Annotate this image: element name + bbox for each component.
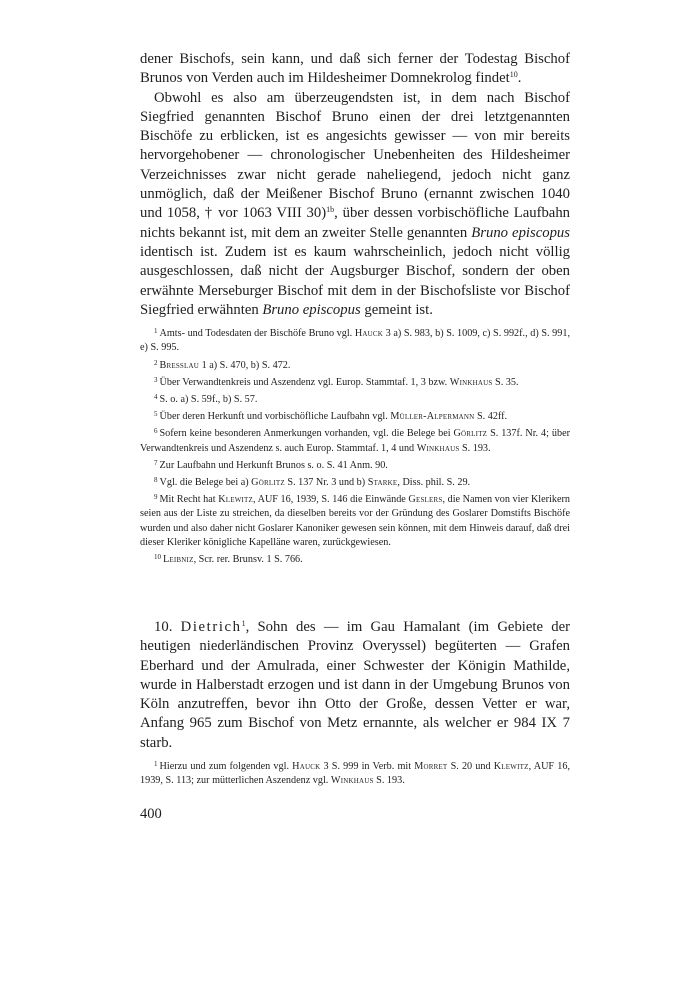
paragraph-text: gemeint ist. bbox=[360, 301, 433, 318]
footnote-number: 9 bbox=[154, 493, 158, 502]
footnote-text: S. 193. bbox=[373, 775, 405, 787]
footnote-text: 1 a) S. 470, b) S. 472. bbox=[199, 359, 291, 371]
section-paragraph bbox=[140, 618, 570, 753]
author-name: Klewitz bbox=[218, 494, 254, 506]
footnote-5 bbox=[140, 410, 570, 424]
footnote-6 bbox=[140, 427, 570, 455]
footnote-text: S. 137f. Nr. 4; über Verwandtenkreis und Aszendenz s. auch Europ. Stammtaf. 1, 4 und bbox=[140, 428, 570, 454]
footnote-text: Sofern keine besonderen Anmerkungen vorhanden, vgl. die Belege bei bbox=[159, 428, 454, 440]
footnote-text: , die Namen von vier Klerikern seien aus der Liste zu streichen, da dieselben bereits vor der Gründung des Goslarer Domstifts Bischöfe wurden und also daher nicht Goslarer Kanoniker gewesen sein können, mit dem Hinweis darauf, daß drei dieser Kleriker königliche Kapelläne waren, zurückgewiesen. bbox=[140, 494, 570, 548]
author-name: Klewitz bbox=[493, 761, 529, 773]
footnote-text: Vgl. die Belege bei a) bbox=[159, 476, 252, 488]
footnote-text: 3 S. 999 in Verb. mit bbox=[320, 761, 415, 773]
footnote-number: 4 bbox=[154, 392, 158, 401]
section-name: Dietrich bbox=[180, 619, 242, 635]
footnote-text: , AUF 16, 1939, S. 113; zur mütterlichen Aszendenz vgl. bbox=[140, 761, 570, 787]
latin-term: Bruno episcopus bbox=[262, 301, 361, 318]
author-name: Müller-Alpermann bbox=[390, 411, 475, 423]
footnote-number: 2 bbox=[154, 358, 158, 367]
author-name: Görlitz bbox=[251, 476, 285, 488]
footnote-9 bbox=[140, 493, 570, 550]
footnote-text: 3 a) S. 983, b) S. 1009, c) S. 992f., d) S. 991, e) S. 995. bbox=[140, 328, 570, 354]
paragraph-text: identisch ist. Zudem ist es kaum wahrscheinlich, jedoch nicht völlig ausgeschlossen, daß nicht der Augsburger Bischof, sondern der oben erwähnte Merseburger Bischof mit dem in der Bischofsliste vor Bischof Siegfried erwähnten bbox=[140, 243, 570, 318]
author-name: Hauck bbox=[292, 761, 321, 773]
author-name: Morret bbox=[414, 761, 448, 773]
paragraph-text: , über dessen vorbischöfliche Laufbahn nichts bekannt ist, mit dem an zweiter Stelle genannten bbox=[140, 205, 571, 241]
footnote-ref[interactable]: 10 bbox=[509, 70, 518, 80]
paragraph-1 bbox=[140, 50, 570, 89]
footnote-number: 8 bbox=[154, 475, 158, 484]
page-number: 400 bbox=[140, 806, 162, 822]
author-name: Winkhaus bbox=[449, 376, 493, 388]
footnote-10 bbox=[140, 553, 570, 567]
footnote-text: Amts- und Todesdaten der Bischöfe Bruno vgl. bbox=[159, 328, 355, 340]
footnote-ref[interactable]: 1b bbox=[326, 205, 335, 215]
section-dietrich bbox=[140, 618, 570, 791]
footnote-text: , AUF 16, 1939, S. 146 die Einwände bbox=[253, 494, 409, 506]
section-footnotes bbox=[140, 760, 570, 788]
footnote-number: 5 bbox=[154, 410, 158, 419]
footnote-text: Über deren Herkunft und vorbischöfliche Laufbahn vgl. bbox=[159, 411, 391, 423]
latin-term: Bruno episcopus bbox=[471, 224, 570, 241]
footnote-number: 6 bbox=[154, 427, 158, 436]
author-name: Starke bbox=[367, 476, 398, 488]
paragraph-text: dener Bischofs, sein kann, und daß sich ferner der Todestag Bischof Brunos von Verden auch im Hildesheimer Domnekrolog findet bbox=[140, 51, 570, 87]
footnote-text: S. 35. bbox=[492, 376, 519, 388]
paragraph-text: , Sohn des — im Gau Hamalant (im Gebiete der heutigen niederländischen Provinz Overyssel) begüterten — Grafen Eberhard und der Amulrada, einer Schwester der Königin Mathilde, wurde in Halberstadt erzogen und ist dann in der Umgebung Brunos von Köln anzutreffen, bevor ihn Otto der Große, dessen Vetter er war, Anfang 965 zum Bischof von Metz ernannte, als welcher er 984 IX 7 starb. bbox=[140, 619, 571, 751]
author-name: Leibniz bbox=[163, 554, 194, 565]
paragraph-text: Obwohl es also am überzeugendsten ist, in dem nach Bischof Siegfried genannten Bischof Bruno einen der drei letztgenannten Bischöfe zu erblicken, ist es angesichts gewisser — von mir bereits hervorgehobener — chronologischer Unebenheiten des Hildesheimer Verzeichnisses zwar nicht gerade naheliegend, jedoch nicht ganz unmöglich, daß der Meißener Bischof Bruno (ernannt zwischen 1040 und 1058, † vor 1063 VIII 30) bbox=[140, 89, 570, 222]
footnote-text: S. 137 Nr. 3 und b) bbox=[284, 476, 368, 488]
footnotes bbox=[140, 327, 570, 567]
paragraph-text: . bbox=[517, 70, 522, 87]
footnote-2 bbox=[140, 359, 570, 373]
footnote-3 bbox=[140, 376, 570, 390]
footnote-text: S. 20 und bbox=[447, 761, 494, 773]
footnote-ref[interactable]: 1 bbox=[241, 619, 246, 628]
footnote-text: S. 42ff. bbox=[474, 411, 508, 423]
footnote-number: 7 bbox=[154, 458, 158, 467]
footnote-text: , Scr. rer. Brunsv. 1 S. 766. bbox=[193, 554, 303, 565]
author-name: Hauck bbox=[354, 328, 384, 340]
paragraph-2 bbox=[140, 89, 570, 321]
footnote-text: Hierzu und zum folgenden vgl. bbox=[159, 761, 293, 773]
author-name: Winkhaus bbox=[330, 775, 374, 787]
author-name: Bresslau bbox=[159, 359, 200, 371]
footnote-text: Über Verwandtenkreis und Aszendenz vgl. Europ. Stammtaf. 1, 3 bzw. bbox=[159, 376, 450, 388]
author-name: Görlitz bbox=[453, 428, 488, 440]
footnote-number: 1 bbox=[154, 760, 158, 769]
footnote-number: 10 bbox=[154, 553, 161, 561]
author-name: Geslers bbox=[408, 494, 443, 506]
footnote-7 bbox=[140, 459, 570, 473]
section-number: 10. bbox=[154, 619, 173, 635]
footnote-number: 1 bbox=[154, 327, 158, 336]
author-name: Winkhaus bbox=[416, 442, 460, 454]
section-footnote-1 bbox=[140, 760, 570, 788]
footnote-text: S. o. a) S. 59f., b) S. 57. bbox=[159, 393, 258, 405]
footnote-text: S. 193. bbox=[459, 442, 491, 454]
footnote-text: Zur Laufbahn und Herkunft Brunos s. o. S. 41 Anm. 90. bbox=[159, 459, 388, 471]
footnote-text: , Diss. phil. S. 29. bbox=[397, 476, 471, 488]
footnote-4 bbox=[140, 393, 570, 407]
page-body bbox=[140, 50, 570, 570]
footnote-8 bbox=[140, 476, 570, 490]
footnote-1 bbox=[140, 327, 570, 355]
footnote-number: 3 bbox=[154, 375, 158, 384]
footnote-text: Mit Recht hat bbox=[159, 494, 219, 506]
